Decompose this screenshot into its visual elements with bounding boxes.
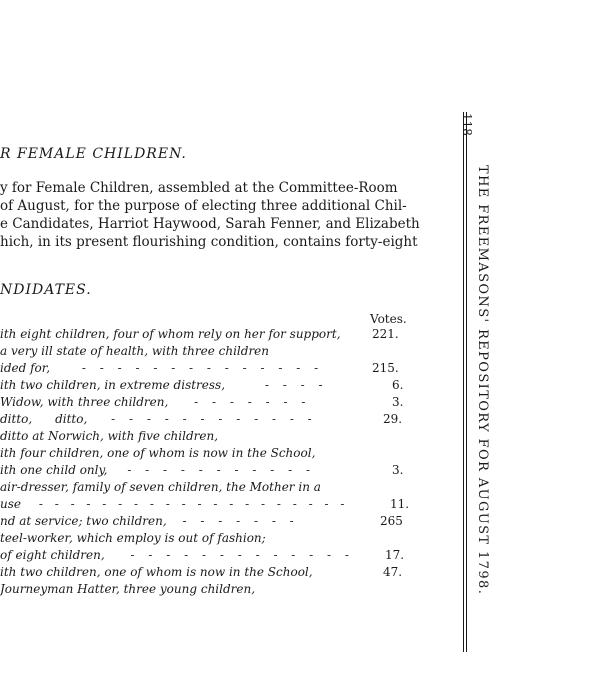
votes-column-label: Votes. xyxy=(370,312,407,326)
candidate-description: Journeyman Hatter, three young children, xyxy=(0,582,256,596)
candidate-row xyxy=(0,514,299,528)
candidate-description: a very ill state of health, with three children xyxy=(0,344,270,358)
candidate-votes: 3. xyxy=(392,463,404,477)
candidate-row xyxy=(0,548,354,562)
candidate-description: ditto at Norwich, with five children, xyxy=(0,429,219,443)
candidate-row xyxy=(0,497,348,511)
candidate-description: ided for, xyxy=(0,361,51,375)
candidate-description: ith one child only, xyxy=(0,463,108,477)
dot-leader: - - - - - - - - - - - xyxy=(127,463,316,477)
page-number: 118 xyxy=(460,113,474,136)
candidate-votes: 221. xyxy=(372,327,399,341)
candidate-row xyxy=(0,344,269,358)
running-head: THE FREEMASONS' REPOSITORY FOR AUGUST 1798. xyxy=(475,165,490,596)
candidate-row xyxy=(0,565,313,579)
dot-leader: - - - - - - - xyxy=(194,395,311,409)
section-title: R FEMALE CHILDREN. xyxy=(0,146,187,162)
candidate-description: ith four children, one of whom is now in the School, xyxy=(0,446,316,460)
candidate-votes: 265 xyxy=(380,514,403,528)
candidate-description: ith eight children, four of whom rely on her for support, xyxy=(0,327,341,341)
candidate-votes: 3. xyxy=(392,395,404,409)
candidate-description: use xyxy=(0,497,21,511)
dot-leader: - - - - xyxy=(264,378,328,392)
dot-leader: - - - - - - - - - - - - - - - - - - - - xyxy=(38,497,349,511)
candidate-row xyxy=(0,361,323,375)
candidate-description: ditto, ditto, xyxy=(0,412,88,426)
candidate-description: ith two children, in extreme distress, xyxy=(0,378,226,392)
dot-leader: - - - - - - - - - - - - - - xyxy=(81,361,324,375)
candidate-row xyxy=(0,429,218,443)
dot-leader: - - - - - - - - - - - - - xyxy=(130,548,354,562)
candidate-description: Widow, with three children, xyxy=(0,395,169,409)
candidate-votes: 6. xyxy=(392,378,404,392)
paragraph-line: e Candidates, Harriot Haywood, Sarah Fenner, and Elizabeth xyxy=(0,216,420,232)
paragraph-line: y for Female Children, assembled at the Committee-Room xyxy=(0,180,398,196)
candidate-votes: 17. xyxy=(385,548,405,562)
dot-leader: - - - - - - - xyxy=(182,514,299,528)
candidate-row xyxy=(0,463,315,477)
candidate-votes: 47. xyxy=(383,565,403,579)
candidate-description: of eight children, xyxy=(0,548,105,562)
candidate-description: air-dresser, family of seven children, the Mother in a xyxy=(0,480,321,494)
candidate-votes: 11. xyxy=(390,497,410,511)
dot-leader: - - - - - - - - - - - - xyxy=(111,412,317,426)
margin-rule xyxy=(463,112,464,652)
paragraph-line: hich, in its present flourishing condition, contains forty-eight xyxy=(0,234,418,250)
candidate-votes: 29. xyxy=(383,412,403,426)
paragraph-line: of August, for the purpose of electing three additional Chil- xyxy=(0,198,407,214)
candidate-row xyxy=(0,395,310,409)
candidate-row xyxy=(0,378,328,392)
candidates-heading: NDIDATES. xyxy=(0,282,92,298)
candidate-votes: 215. xyxy=(372,361,399,375)
candidate-row xyxy=(0,531,266,545)
candidate-row xyxy=(0,327,341,341)
candidate-row xyxy=(0,582,255,596)
candidate-row xyxy=(0,446,315,460)
candidate-description: nd at service; two children, xyxy=(0,514,167,528)
margin-rule xyxy=(466,112,467,652)
candidate-description: ith two children, one of whom is now in the School, xyxy=(0,565,313,579)
candidate-description: teel-worker, which employ is out of fashion; xyxy=(0,531,266,545)
candidate-row xyxy=(0,480,321,494)
candidate-row xyxy=(0,412,317,426)
